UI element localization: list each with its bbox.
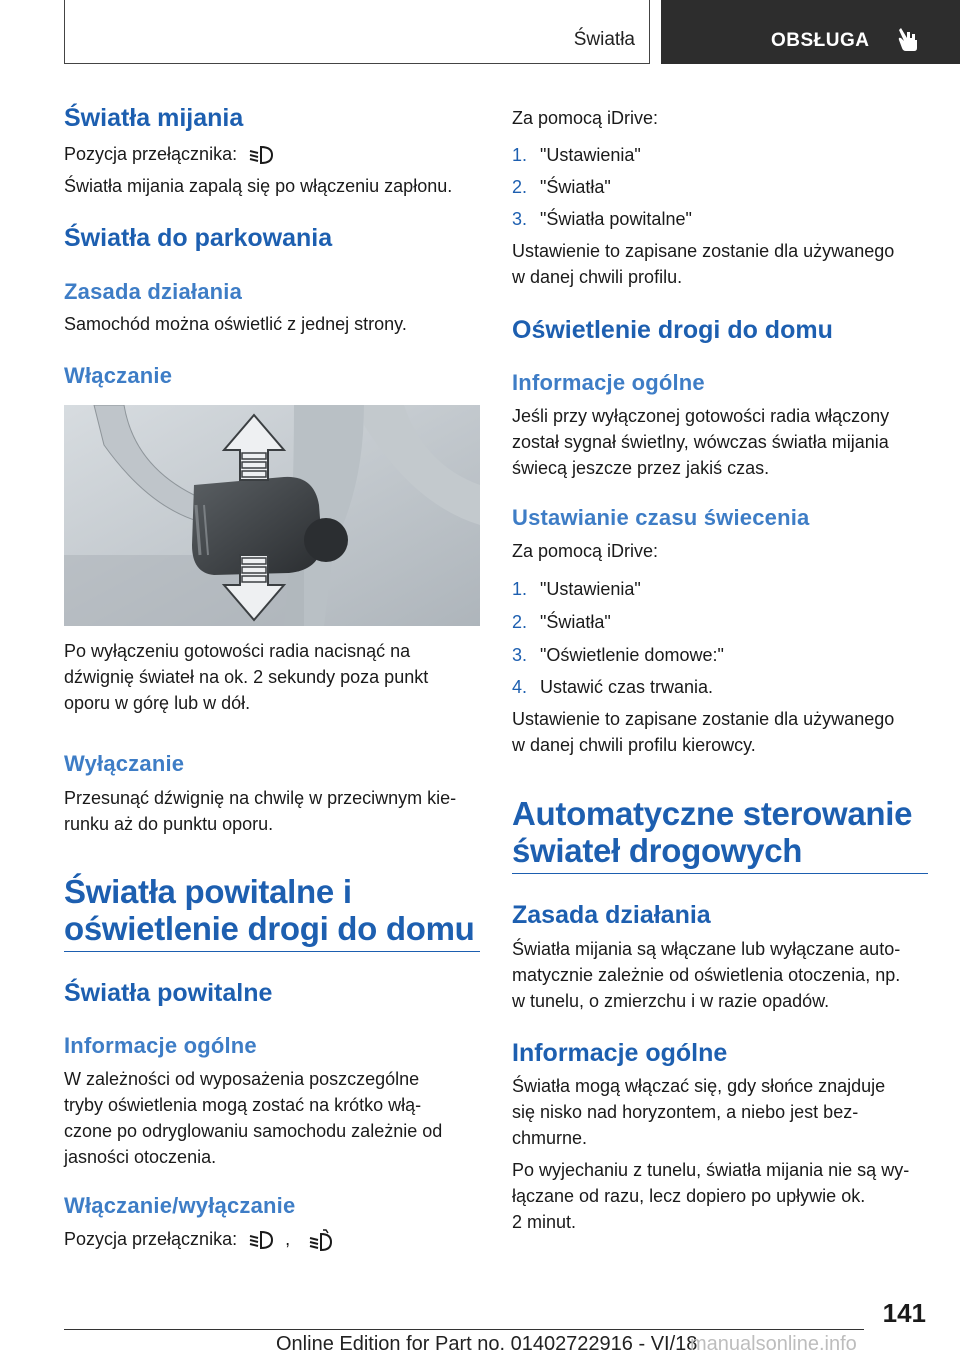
heading-set-duration: Ustawianie czasu świecenia: [512, 505, 810, 530]
low-beam-icon: [248, 145, 274, 165]
section-rule-left: [64, 951, 480, 952]
saved-note-2a: Ustawienie to zapisane zostanie dla używanego: [512, 709, 895, 729]
switching-on-line-1: Po wyłączeniu gotowości radia nacisnąć na: [64, 641, 411, 661]
hand-pointing-down-icon: [897, 26, 919, 52]
low-beam-switch-position: [64, 141, 484, 167]
list-text: "Światła": [540, 612, 611, 632]
general-info-line-2: się nisko nad horyzontem, a niebo jest bez‐: [512, 1102, 859, 1122]
general-info-line-6: 2 minut.: [512, 1212, 577, 1232]
footer-rule: [64, 1329, 864, 1330]
heading-general-info-2: Informacje ogólne: [512, 1039, 728, 1067]
header-section-title: Światła: [573, 29, 635, 50]
general-line-2: tryby oświetlenia mogą zostać na krótko włą‐: [64, 1095, 422, 1115]
header-chapter-label: OBSŁUGA: [771, 30, 870, 51]
general-info-line-3: chmurne.: [512, 1128, 588, 1148]
switching-off-line-2: runku aż do punktu oporu.: [64, 814, 274, 834]
list-text: "Ustawienia": [540, 145, 641, 165]
heading-low-beam: Światła mijania: [64, 104, 244, 132]
home-line-2: został sygnał świetlny, wówczas światła mijania: [512, 432, 889, 452]
idrive-intro-1: Za pomocą iDrive:: [512, 108, 659, 128]
heading-parking-lights: Światła do parkowania: [64, 224, 333, 252]
on-off-position-label: Pozycja przełącznika:: [64, 1229, 238, 1249]
heading-general-info-right: Informacje ogólne: [512, 370, 705, 395]
switching-on-line-2: dźwignię świateł na ok. 2 sekundy poza punkt: [64, 667, 429, 687]
saved-note-1b: w danej chwili profilu.: [512, 267, 683, 287]
page-number: 141: [882, 1298, 926, 1328]
edition-note: Online Edition for Part no. 01402722916 - VI/18: [276, 1333, 698, 1355]
heading-welcome-line-2: oświetlenie drogi do domu: [64, 910, 475, 947]
list-text: "Światła": [540, 177, 611, 197]
heading-general-info: Informacje ogólne: [64, 1033, 257, 1058]
list-number: 3.: [512, 645, 528, 665]
principle-line-1: Światła mijania są włączane lub wyłączane auto‐: [512, 939, 901, 959]
list-number: 4.: [512, 677, 528, 697]
general-info-line-4: Po wyjechaniu z tunelu, światła mijania nie są wy‐: [512, 1160, 910, 1180]
general-line-1: W zależności od wyposażenia poszczególne: [64, 1069, 420, 1089]
idrive-intro-2: Za pomocą iDrive:: [512, 541, 659, 561]
list-number: 1.: [512, 145, 528, 165]
header-chapter-tab: [661, 0, 960, 64]
low-beam-position-label: Pozycja przełącznika:: [64, 144, 238, 164]
general-info-line-5: łączane od razu, lecz dopiero po upływie ok.: [512, 1186, 866, 1206]
list-number: 1.: [512, 579, 528, 599]
heading-auto-high-beam-line-2: świateł drogowych: [512, 832, 803, 869]
list-number: 3.: [512, 209, 528, 229]
switching-on-line-3: oporu w górę lub w dół.: [64, 693, 251, 713]
on-off-switch-position: [64, 1226, 484, 1252]
list-number: 2.: [512, 177, 528, 197]
section-rule-right: [512, 873, 928, 874]
heading-switching-off: Wyłączanie: [64, 751, 185, 776]
heading-principle: Zasada działania: [64, 279, 243, 304]
general-line-3: czone po odryglowaniu samochodu zależnie od: [64, 1121, 443, 1141]
general-line-4: jasności otoczenia.: [64, 1147, 217, 1167]
list-text: Ustawić czas trwania.: [540, 677, 714, 697]
list-number: 2.: [512, 612, 528, 632]
low-beam-description: Światła mijania zapalą się po włączeniu zapłonu.: [64, 176, 453, 196]
list-text: "Światła powitalne": [540, 209, 692, 229]
low-beam-icon: [248, 1230, 274, 1250]
principle-line-3: w tunelu, o zmierzchu i w razie opadów.: [512, 991, 830, 1011]
principle-text: Samochód można oświetlić z jednej strony.: [64, 314, 407, 334]
list-text: "Ustawienia": [540, 579, 641, 599]
heading-auto-high-beam-line-1: Automatyczne sterowanie: [512, 795, 913, 832]
lever-illustration: [64, 405, 480, 626]
saved-note-2b: w danej chwili profilu kierowcy.: [512, 735, 756, 755]
list-text: "Oświetlenie domowe:": [540, 645, 724, 665]
general-info-line-1: Światła mogą włączać się, gdy słońce znajduje: [512, 1076, 886, 1096]
icon-separator: ,: [285, 1229, 291, 1249]
automatic-headlight-icon: [307, 1229, 333, 1251]
heading-principle-right: Zasada działania: [512, 901, 711, 929]
saved-note-1a: Ustawienie to zapisane zostanie dla używanego: [512, 241, 895, 261]
watermark: manualsonline.info: [690, 1333, 857, 1355]
principle-line-2: matycznie zależnie od oświetlenia otoczenia, np.: [512, 965, 901, 985]
heading-welcome-lights: Światła powitalne: [64, 979, 273, 1007]
switching-off-line-1: Przesunąć dźwignię na chwilę w przeciwnym kie‐: [64, 788, 457, 808]
header-section-box: [64, 0, 650, 64]
heading-home-lighting: Oświetlenie drogi do domu: [512, 316, 833, 344]
heading-on-off: Włączanie/wyłączanie: [64, 1193, 296, 1218]
home-line-3: świecą jeszcze przez jakiś czas.: [512, 458, 770, 478]
heading-switching-on: Włączanie: [64, 363, 173, 388]
turn-signal-lever-image: [64, 405, 480, 626]
heading-welcome-line-1: Światła powitalne i: [64, 873, 352, 910]
home-line-1: Jeśli przy wyłączonej gotowości radia włączony: [512, 406, 890, 426]
